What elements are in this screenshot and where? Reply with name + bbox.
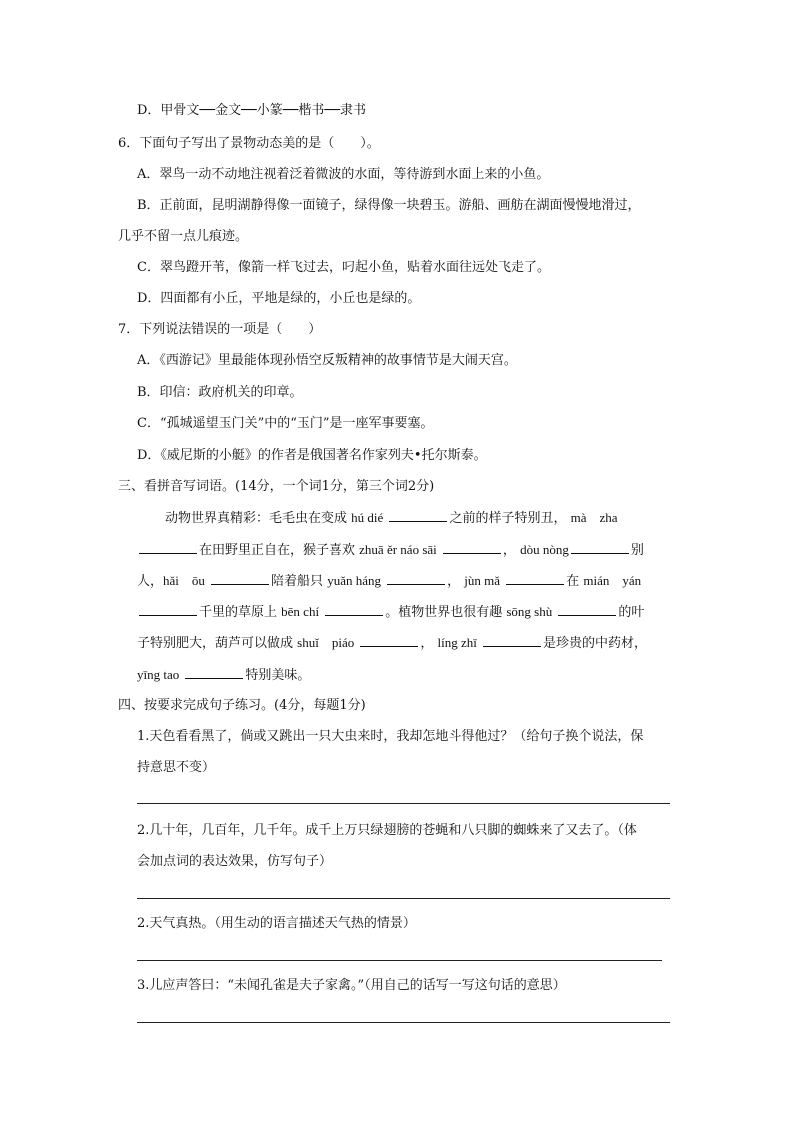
text: 千里的草原上 <box>199 605 278 620</box>
pinyin: yuǎn háng <box>327 573 381 588</box>
text: 人， <box>137 574 164 589</box>
text: 陪着船只 <box>271 574 324 589</box>
text: 是珍贵的中药材， <box>543 636 648 651</box>
pinyin-line-2 <box>137 541 644 560</box>
q7-option-a: A．《西游记》里最能体现孙悟空反叛精神的故事情节是大闹天宫。 <box>137 353 517 368</box>
answer-blank[interactable] <box>387 572 445 585</box>
answer-line-1[interactable] <box>137 803 670 804</box>
pinyin: hú dié <box>351 510 384 525</box>
text: 。植物世界也很有趣 <box>385 605 503 620</box>
sentence-4: 3.儿应声答曰：“未闻孔雀是夫子家禽。”（用自己的话写一写这句话的意思） <box>137 978 566 993</box>
q6-option-a: A．翠鸟一动不动地注视着泛着微波的水面，等待游到水面上来的小鱼。 <box>137 167 550 182</box>
q7-stem: 7．下列说法错误的一项是（ ） <box>118 322 322 337</box>
text: 动物世界真精彩：毛毛虫在变成 <box>165 511 348 526</box>
answer-blank[interactable] <box>185 666 243 679</box>
pinyin: dòu nòng <box>520 542 569 557</box>
answer-blank[interactable] <box>139 541 197 554</box>
text: ， <box>502 543 516 558</box>
sentence-1: 1.天色看看黑了，倘或又跳出一只大虫来时，我却怎地斗得他过？（给句子换个说法，保 <box>137 729 644 744</box>
pinyin: mà zha <box>570 510 618 525</box>
pinyin-line-6 <box>137 666 310 685</box>
answer-blank[interactable] <box>558 603 616 616</box>
text: ， <box>447 574 461 589</box>
q6-option-b-cont: 几乎不留一点儿痕迹。 <box>118 229 249 244</box>
q7-option-c: C．“孤城遥望玉门关”中的“玉门”是一座军事要塞。 <box>137 416 434 431</box>
answer-blank[interactable] <box>571 541 629 554</box>
answer-blank[interactable] <box>389 509 447 522</box>
pinyin-line-3 <box>137 572 641 591</box>
q6-option-b: B．正前面，昆明湖静得像一面镜子，绿得像一块碧玉。游船、画舫在湖面慢慢地滑过， <box>137 198 641 213</box>
answer-blank[interactable] <box>506 572 564 585</box>
q6-stem: 6．下面句子写出了景物动态美的是（ ）。 <box>118 136 380 151</box>
answer-blank[interactable] <box>325 603 383 616</box>
text: 的叶 <box>618 605 645 620</box>
pinyin: hǎi ōu <box>163 573 205 588</box>
pinyin: shuǐ piáo <box>297 635 355 650</box>
answer-blank[interactable] <box>211 572 269 585</box>
sentence-2: 2.几十年，几百年，几千年。成千上万只绿翅膀的苍蝇和八只脚的蜘蛛来了又去了。（体 <box>137 823 637 838</box>
text: 在田野里正自在，猴子喜欢 <box>199 543 356 558</box>
section4-heading: 四、按要求完成句子练习。(4分，每题1分) <box>118 698 366 713</box>
pinyin-line-5 <box>137 634 647 653</box>
pinyin: mián yán <box>583 573 642 588</box>
sentence-2-cont: 会加点词的表达效果，仿写句子） <box>137 854 333 869</box>
text: 特别美味。 <box>245 668 311 683</box>
answer-line-3[interactable] <box>137 960 662 961</box>
answer-blank[interactable] <box>443 541 501 554</box>
pinyin-line-1 <box>165 509 618 528</box>
pinyin: yīng tao <box>137 667 180 682</box>
pinyin: zhuā ěr náo sāi <box>359 542 437 557</box>
sentence-1-cont: 持意思不变） <box>137 760 216 775</box>
answer-blank[interactable] <box>360 634 418 647</box>
text: 别 <box>630 543 644 558</box>
q7-option-b: B．印信：政府机关的印章。 <box>137 385 303 400</box>
q6-option-c: C．翠鸟蹬开苇，像箭一样飞过去，叼起小鱼，贴着水面往远处飞走了。 <box>137 260 550 275</box>
pinyin: líng zhī <box>437 635 477 650</box>
q5-option-d: D．甲骨文──金文──小篆──楷书──隶书 <box>137 103 367 118</box>
pinyin: sōng shù <box>506 604 553 619</box>
q7-option-d: D．《威尼斯的小艇》的作者是俄国著名作家列夫•托尔斯泰。 <box>137 448 487 463</box>
text: ， <box>420 636 434 651</box>
text: 子特别肥大，葫芦可以做成 <box>137 636 294 651</box>
sentence-3: 2.天气真热。（用生动的语言描述天气热的情景） <box>137 916 416 931</box>
answer-line-4[interactable] <box>137 1022 670 1023</box>
text: 之前的样子特别丑， <box>449 511 567 526</box>
answer-line-2[interactable] <box>137 898 670 899</box>
q6-option-d: D．四面都有小丘，平地是绿的，小丘也是绿的。 <box>137 291 421 306</box>
pinyin-line-4 <box>137 603 644 622</box>
answer-blank[interactable] <box>483 634 541 647</box>
answer-blank[interactable] <box>139 603 197 616</box>
text: 在 <box>566 574 580 589</box>
section3-heading: 三、看拼音写词语。(14分，一个词1分，第三个词2分) <box>118 479 435 494</box>
pinyin: bēn chí <box>281 604 320 619</box>
pinyin: jùn mǎ <box>464 573 501 588</box>
